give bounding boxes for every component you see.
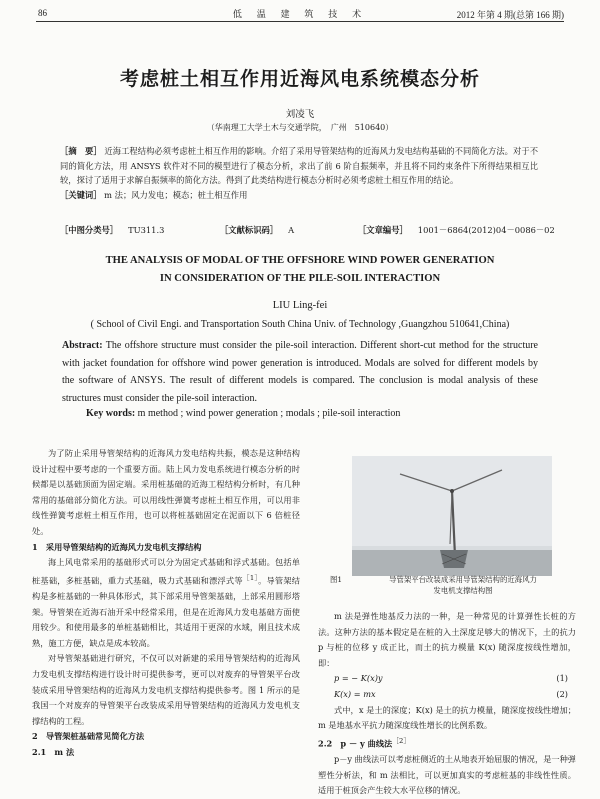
section-1-paragraph-2: 对导管架基础进行研究，不仅可以对新建的采用导管架结构的近海风力发电机支撑结构进行设计时可提供参考，更可以对废弃的导管架平台改装成采用导管架结构的近海风力发电机支撑结构提供参考。图 1 所示的是我国一个对废弃的导管架平台改装成采用导管架结构的近海风力发电机支撑结构的工程。 — [32, 653, 300, 726]
figure-1-label: 图1 — [330, 575, 343, 584]
section-2-heading: 2 导管架桩基础常见简化方法 — [32, 731, 145, 742]
py-curve-paragraph: p－y 曲线法可以考虑桩侧近的土从地表开始屈服的情况，是一种弹塑性分析法，和 m 法相比，可以更加真实的考虑桩基的非线性性质。适用于桩顶会产生较大水平位移的情况。 — [318, 754, 576, 796]
abstract-en-label: Abstract: — [62, 340, 103, 351]
right-column — [318, 609, 576, 799]
running-header — [36, 6, 564, 22]
section-1-text-a: 海上风电常采用的基础形式可以分为固定式基础和浮式基础。包括单桩基础，多桩基础，重力式基础，吸力式基础和漂浮式等 — [32, 557, 300, 586]
title-en-line2: IN CONSIDERATION OF THE PILE-SOIL INTERACTION — [159, 273, 441, 284]
keywords-cn-label: ［关键词］ — [60, 189, 102, 200]
equation-1 — [318, 671, 576, 687]
abstract-cn — [60, 144, 538, 202]
doc-code-value: A — [288, 225, 295, 235]
abstract-cn-label: ［摘 要］ — [60, 146, 102, 156]
left-column — [32, 446, 300, 761]
equation-2-body: K(x) = mx — [334, 688, 376, 699]
article-no-label: ［文章编号］ — [358, 225, 408, 235]
citation-2: ［2］ — [392, 736, 411, 745]
doc-code-label: ［文献标识码］ — [220, 225, 279, 235]
section-2-1-heading: 2.1 m 法 — [32, 747, 75, 758]
author-en: LIU Ling-fei — [272, 300, 328, 311]
header-rule — [36, 21, 564, 22]
affiliation-cn: （华南理工大学土木与交通学院， 广州 510640） — [206, 123, 394, 132]
section-1-heading: 1 采用导管架结构的近海风力发电机支撑结构 — [32, 541, 202, 552]
equation-1-number: (1) — [556, 673, 568, 684]
equation-2-number: (2) — [556, 688, 568, 699]
clc-label: ［中图分类号］ — [60, 225, 119, 235]
keywords-cn: m 法；风力发电；模态；桩土相互作用 — [104, 189, 248, 200]
keywords-en-label: Key words: — [86, 408, 136, 419]
classification-row — [60, 224, 555, 238]
citation-1: ［1］ — [242, 573, 259, 582]
keywords-en — [86, 408, 538, 419]
m-method-paragraph: m 法是弹性地基反力法的一种，是一种常见的计算弹性长桩的方法。这种方法的基本假定是在桩的入土深度足够大的情况下，土的抗力 p 与桩的位移 y 成正比，而土的抗力模量 K(x) 随深度按线性增加，即： — [318, 611, 576, 668]
figure-1-caption-text: 导管架平台改装成采用导管架结构的近海风力发电机支撑结构图 — [389, 575, 537, 595]
section-2-2-heading — [318, 734, 576, 752]
author-cn: 刘凌飞 — [285, 109, 315, 120]
intro-paragraph: 为了防止采用导管架结构的近海风力发电结构共振，模态是这种结构设计过程中要考虑的一个重要方面。陆上风力发电系统进行模态分析的时候都是以基础顶面为固定端。采用桩基础的近海工程结构分析时，有几种常用的基础部分简化方法。可以用线性弹簧考虑桩土相互作用，可以用非线性弹簧考虑桩土相互作用，也可以将桩基础固定在泥面以下 6 倍桩径处。 — [32, 448, 300, 536]
equation-explanation: 式中，x 是土的深度；K(x) 是土的抗力模量，随深度按线性增加；m 是地基水平抗力随深度线性增长的比例系数。 — [318, 704, 576, 731]
abstract-en — [62, 337, 538, 407]
paper-title-en — [0, 252, 600, 288]
page-number: 86 — [38, 8, 47, 18]
equation-1-body: p = − K(x)y — [334, 673, 383, 684]
section-2-2-title: 2.2 p － y 曲线法 — [318, 738, 393, 749]
clc-value: TU311.3 — [128, 225, 165, 235]
section-1-paragraph-1 — [32, 555, 300, 651]
section-1-text-b: 。导管架结构是多桩基础的一种具体形式，其下部采用导管架基础，上部采用圆形塔架。导管架在近海石油开采中经常采用，但是在近海风力发电基础方面使用较少。和使用最多的单桩基础相比，其适用于更深的水域，刚且技术成熟，施工方便，缺点是成本较高。 — [32, 575, 300, 648]
title-en-line1: THE ANALYSIS OF MODAL OF THE OFFSHORE WIND POWER GENERATION — [105, 255, 495, 266]
article-no-value: 1001－6864(2012)04－0086－02 — [417, 225, 555, 235]
journal-name: 低 温 建 筑 技 术 — [232, 10, 368, 20]
abstract-cn-text: 近海工程结构必须考虑桩土相互作用的影响。介绍了采用导管架结构的近海风力发电结构基础的不同简化方法。对于不同的简化方法，用 ANSYS 软件对不同的模型进行了模态分析，求出了前 6 阶自振频率，并且将不同约束条件下所得结果相互比较，探讨了适用于求解自振频率的简化方法。得到了此类结构进行模态分析时必须考虑桩土相互作用的结论。 — [60, 146, 538, 185]
equation-2 — [318, 687, 576, 703]
affiliation-en: ( School of Civil Engi. and Transportation South China Univ. of Technology ,Guangzhou 510641,China) — [90, 319, 510, 330]
keywords-en-text: m method ; wind power generation ; modals ; pile-soil interaction — [137, 408, 401, 419]
abstract-en-text: The offshore structure must consider the pile-soil interaction. Different short-cut method for the structure with jacket foundation for offshore wind power generation is introduced. Modals are solved for different models by the software of ANSYS. The result of different models is compared. The conclusion is modal analysis of these structures must consider the pile-soil interaction. — [62, 340, 538, 404]
paper-title-cn: 考虑桩土相互作用近海风电系统模态分析 — [119, 68, 480, 90]
issue-info: 2012 年第 4 期(总第 166 期) — [456, 10, 564, 20]
figure-1-photo — [352, 456, 552, 576]
